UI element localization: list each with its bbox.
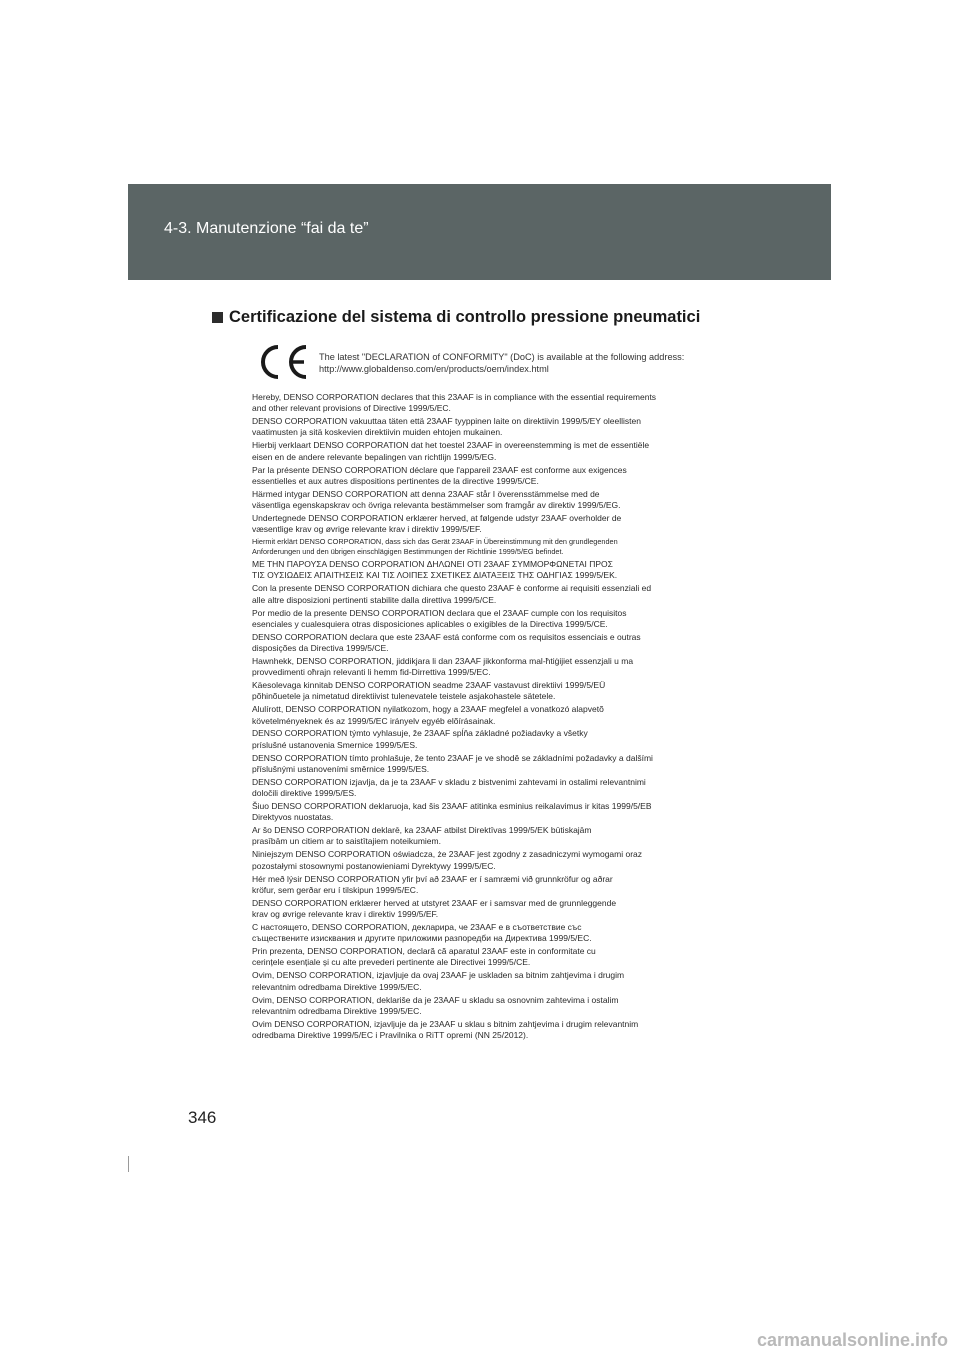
declaration-line: Käesolevaga kinnitab DENSO CORPORATION seadme 23AAF vastavust direktiivi 1999/5/EÜ (252, 680, 606, 691)
declaration-paragraph (252, 440, 712, 463)
declaration-line: Prin prezenta, DENSO CORPORATION, declară că aparatul 23AAF este in conformitate cu (252, 946, 596, 957)
declaration-paragraph (252, 583, 712, 606)
margin-rule (128, 1156, 129, 1172)
declaration-paragraph (252, 656, 712, 679)
declaration-paragraph (252, 608, 712, 631)
declaration-line: DENSO CORPORATION izjavlja, da je ta 23AAF v skladu z bistvenimi zahtevami in ostalimi relevantnimi (252, 776, 646, 787)
declaration-line: Hér með lýsir DENSO CORPORATION yfir því að 23AAF er í samræmi við grunnkröfur og aðrar (252, 873, 613, 884)
declaration-line: væsentlige krav og øvrige relevante krav i direktiv 1999/5/EF. (252, 524, 482, 535)
declaration-paragraph (252, 922, 712, 945)
declaration-line: Direktyvos nuostatas. (252, 812, 334, 823)
declaration-line: Alulírott, DENSO CORPORATION nyilatkozom, hogy a 23AAF megfelel a vonatkozó alapvetõ (252, 704, 604, 715)
declaration-paragraph (252, 632, 712, 655)
declarations-list (252, 392, 712, 1043)
declaration-line: and other relevant provisions of Directive 1999/5/EC. (252, 403, 451, 414)
section-title: Certificazione del sistema di controllo pressione pneumatici (229, 308, 701, 326)
declaration-line: Anforderungen und den übrigen einschlägigen Bestimmungen der Richtlinie 1999/5/EG befindet. (252, 547, 564, 557)
declaration-line: pozostałymi stosownymi postanowieniami Dyrektywy 1999/5/EC. (252, 860, 496, 871)
declaration-line: določili direktive 1999/5/ES. (252, 788, 357, 799)
declaration-line: esenciales y cualesquiera otras disposiciones aplicables o exigibles de la Directiva 1999/5/CE. (252, 618, 608, 629)
declaration-line: alle altre disposizioni pertinenti stabilite dalla direttiva 1999/5/CE. (252, 594, 497, 605)
declaration-line: DENSO CORPORATION tímto prohlašuje, že tento 23AAF je ve shodě se základními požadavky a dalšími (252, 752, 653, 763)
declaration-line: Par la présente DENSO CORPORATION déclare que l'appareil 23AAF est conforme aux exigences (252, 464, 627, 475)
declaration-line: väsentliga egenskapskrav och övriga relevanta bestämmelser som framgår av direktiv 1999/5/EG. (252, 500, 621, 511)
section-header-band (128, 184, 831, 280)
declaration-paragraph (252, 946, 712, 969)
declaration-line: Ovim, DENSO CORPORATION, deklariše da je 23AAF u skladu sa osnovnim zahtevima i ostalim (252, 994, 619, 1005)
ce-marking-icon (256, 344, 312, 380)
declaration-line: Hiermit erklärt DENSO CORPORATION, dass sich das Gerät 23AAF in Übereinstimmung mit den grundlegenden (252, 537, 618, 547)
declaration-line: essentielles et aux autres dispositions pertinentes de la directive 1999/5/CE. (252, 475, 539, 486)
doc-url: http://www.globaldenso.com/en/products/oem/index.html (319, 364, 549, 374)
declaration-line: ΤΙΣ ΟΥΣΙΩΔΕΙΣ ΑΠΑΙΤΗΣΕΙΣ ΚΑΙ ΤΙΣ ΛΟΙΠΕΣ ΣΧΕΤΙΚΕΣ ΔΙΑΤΑΞΕΙΣ ΤΗΣ ΟΔΗΓΙΑΣ 1999/5/ΕΚ. (252, 570, 618, 581)
declaration-paragraph (252, 489, 712, 512)
declaration-line: ΜΕ ΤΗΝ ΠΑΡΟΥΣΑ DENSO CORPORATION ΔΗΛΩΝΕΙ ΟΤΙ 23AAF ΣΥΜΜΟΡΦΩΝΕΤΑΙ ΠΡΟΣ (252, 559, 613, 570)
declaration-paragraph (252, 416, 712, 439)
declaration-paragraph (252, 753, 712, 776)
declaration-paragraph (252, 680, 712, 703)
declaration-line: disposições da Directiva 1999/5/CE. (252, 642, 389, 653)
declaration-line: съществените изисквания и другите приложими разпоредби на Директива 1999/5/EC. (252, 933, 592, 944)
declaration-line: Ovim DENSO CORPORATION, izjavljuje da je 23AAF u sklau s bitnim zahtjevima i drugim relevantnim (252, 1018, 639, 1029)
declaration-line: Undertegnede DENSO CORPORATION erklærer herved, at følgende udstyr 23AAF overholder de (252, 512, 622, 523)
declaration-line: Niniejszym DENSO CORPORATION oświadcza, że 23AAF jest zgodny z zasadniczymi wymogami oraz (252, 849, 643, 860)
declaration-line: prasībām un citiem ar to saistītajiem noteikumiem. (252, 836, 441, 847)
declaration-paragraph (252, 849, 712, 872)
declaration-line: Hereby, DENSO CORPORATION declares that this 23AAF is in compliance with the essential requirements (252, 392, 657, 402)
declaration-line: Šiuo DENSO CORPORATION deklaruoja, kad šis 23AAF atitinka esminius reikalavimus ir kitas 1999/5/EB (252, 801, 652, 811)
declaration-line: relevantnim odredbama Direktive 1999/5/EC. (252, 981, 422, 992)
declaration-line: vaatimusten ja sitä koskevien direktiivin muiden ehtojen mukainen. (252, 427, 503, 438)
declaration-line: С настоящето, DENSO CORPORATION, декларира, че 23AAF е в съответствие със (252, 921, 582, 932)
declaration-line: eisen en de andere relevante bepalingen van richtlijn 1999/5/EG. (252, 451, 497, 462)
watermark: carmanualsonline.info (756, 1330, 948, 1350)
declaration-line: relevantnim odredbama Direktive 1999/5/EC. (252, 1005, 422, 1016)
declaration-paragraph (252, 995, 712, 1018)
declaration-line: příslušnými ustanoveními směrnice 1999/5/ES. (252, 763, 430, 774)
declaration-paragraph (252, 970, 712, 993)
doc-note-line: The latest "DECLARATION of CONFORMITY" (DoC) is available at the following address: (319, 352, 685, 362)
doc-availability-note (319, 351, 684, 375)
declaration-paragraph (252, 537, 712, 557)
declaration-line: Ar šo DENSO CORPORATION deklarē, ka 23AAF atbilst Direktīvas 1999/5/EK būtiskajām (252, 825, 592, 836)
section-heading (212, 308, 700, 327)
declaration-line: provvedimenti oħrajn relevanti li hemm fid-Dirrettiva 1999/5/EC. (252, 667, 491, 678)
square-bullet-icon (212, 312, 223, 323)
declaration-line: Hawnhekk, DENSO CORPORATION, jiddikjara li dan 23AAF jikkonforma mal-ħtiġijiet essenzjali u ma (252, 655, 634, 666)
declaration-paragraph (252, 898, 712, 921)
declaration-paragraph (252, 777, 712, 800)
declaration-paragraph (252, 392, 712, 415)
declaration-line: követelményeknek és az 1999/5/EC irányelv egyéb elõírásainak. (252, 715, 496, 726)
declaration-line: põhinõuetele ja nimetatud direktiivist tulenevatele teistele asjakohastele sätetele. (252, 691, 556, 702)
declaration-paragraph (252, 559, 712, 582)
declaration-line: DENSO CORPORATION vakuuttaa täten että 23AAF tyyppinen laite on direktiivin 1999/5/EY oleellisten (252, 416, 641, 427)
declaration-paragraph (252, 513, 712, 536)
declaration-paragraph (252, 704, 712, 727)
declaration-line: príslušné ustanovenia Smernice 1999/5/ES. (252, 739, 418, 750)
declaration-line: DENSO CORPORATION erklærer herved at utstyret 23AAF er i samsvar med de grunnleggende (252, 897, 617, 908)
declaration-paragraph (252, 728, 712, 751)
section-label: 4-3. Manutenzione “fai da te” (164, 220, 369, 237)
declaration-paragraph (252, 825, 712, 848)
declaration-line: krav og øvrige relevante krav i direktiv 1999/5/EF. (252, 909, 439, 920)
declaration-paragraph (252, 801, 712, 824)
declaration-line: Con la presente DENSO CORPORATION dichiara che questo 23AAF è conforme ai requisiti essenziali ed (252, 583, 652, 594)
declaration-line: Ovim, DENSO CORPORATION, izjavljuje da ovaj 23AAF je uskladen sa bitnim zahtjevima i drugim (252, 970, 625, 981)
declaration-line: Hierbij verklaart DENSO CORPORATION dat het toestel 23AAF in overeenstemming is met de essentiële (252, 440, 650, 451)
declaration-line: DENSO CORPORATION týmto vyhlasuje, že 23AAF spĺňa základné požiadavky a všetky (252, 728, 588, 739)
declaration-line: kröfur, sem gerðar eru í tilskipun 1999/5/EC. (252, 884, 419, 895)
declaration-line: Härmed intygar DENSO CORPORATION att denna 23AAF står I överensstämmelse med de (252, 488, 600, 499)
declaration-line: DENSO CORPORATION declara que este 23AAF está conforme com os requisitos essenciais e outras (252, 631, 641, 642)
declaration-paragraph (252, 874, 712, 897)
page-number: 346 (188, 1108, 217, 1127)
declaration-paragraph (252, 1019, 712, 1042)
declaration-paragraph (252, 465, 712, 488)
declaration-line: cerințele esențiale și cu alte prevederi pertinente ale Directivei 1999/5/CE. (252, 957, 531, 968)
declaration-line: odredbama Direktive 1999/5/EC i Pravilnika o RiTT opremi (NN 25/2012). (252, 1029, 529, 1040)
declaration-line: Por medio de la presente DENSO CORPORATION declara que el 23AAF cumple con los requisitos (252, 607, 627, 618)
